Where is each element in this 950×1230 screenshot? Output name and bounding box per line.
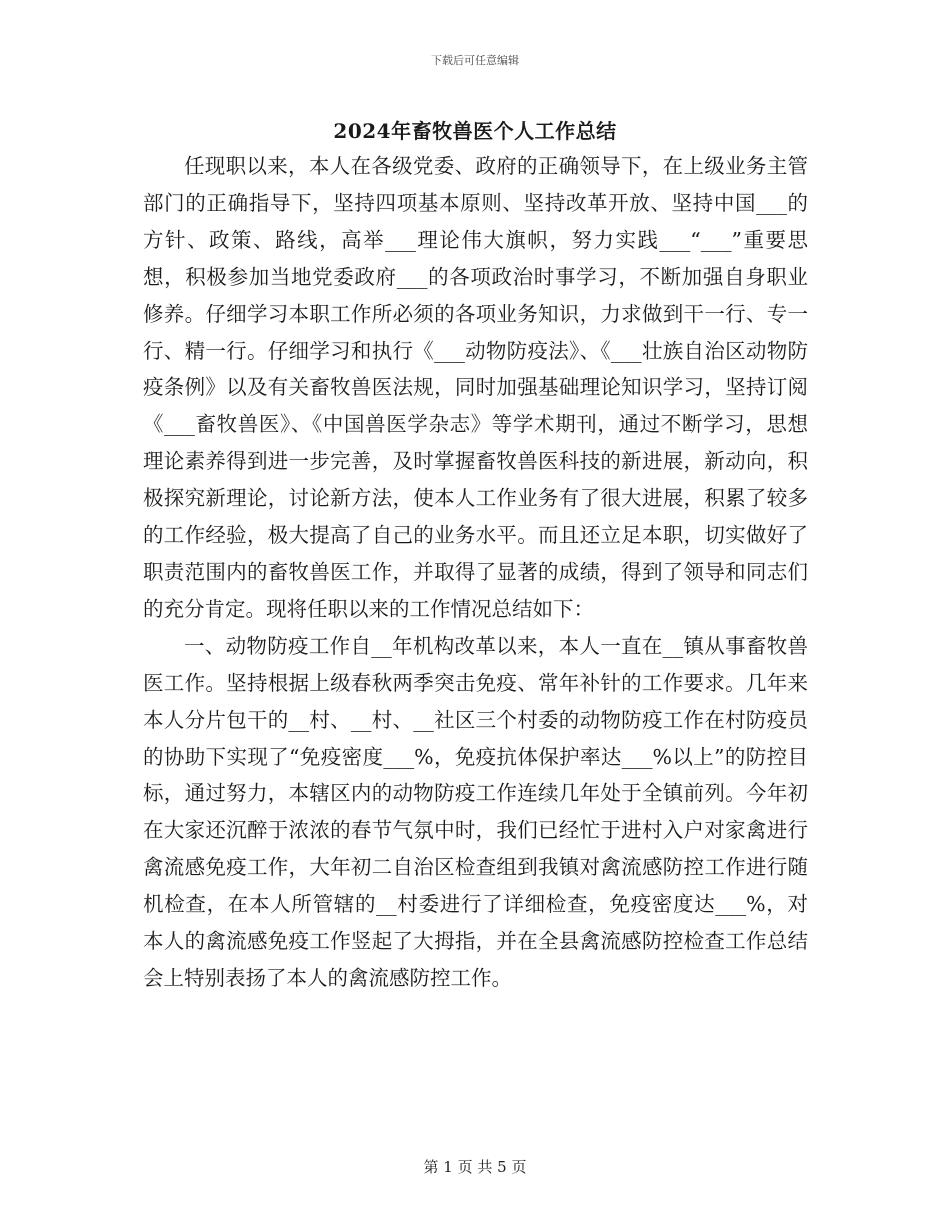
paragraph-intro: 任现职以来，本人在各级党委、政府的正确领导下，在上级业务主管部门的正确指导下，坚持四项基本原则、坚持改革开放、坚持中国___的方针、政策、路线，高举___理论伟大旗帜，努力实践___“___”重要思想，积极参加当地党委政府___的各项政治时事学习，不断加强自身职业修养。仔细学习本职工作所必须的各项业务知识，力求做到干一行、专一行、精一行。仔细学习和执行《___动物防疫法》、《___壮族自治区动物防疫条例》以及有关畜牧兽医法规，同时加强基础理论知识学习，坚持订阅《___畜牧兽医》、《中国兽医学杂志》等学术期刊，通过不断学习，思想理论素养得到进一步完善，及时掌握畜牧兽医科技的新进展，新动向，积极探究新理论，讨论新方法，使本人工作业务有了很大进展，积累了较多的工作经验，极大提高了自己的业务水平。而且还立足本职，切实做好了职责范围内的畜牧兽医工作，并取得了显著的成绩，得到了领导和同志们的充分肯定。现将任职以来的工作情况总结如下：: [143, 154, 808, 621]
page-header-note: 下载后可任意编辑: [431, 54, 519, 67]
document-body: [143, 148, 808, 997]
page-number: 第 1 页 共 5 页: [423, 1158, 527, 1176]
document-title: 2024年畜牧兽医个人工作总结: [333, 119, 617, 143]
paragraph-section-1: 一、动物防疫工作自__年机构改革以来，本人一直在__镇从事畜牧兽医工作。坚持根据上级春秋两季突击免疫、常年补针的工作要求。几年来本人分片包干的__村、__村、__社区三个村委的动物防疫工作在村防疫员的协助下实现了“免疫密度___%，免疫抗体保护率达___%以上”的防控目标，通过努力，本辖区内的动物防疫工作连续几年处于全镇前列。今年初在大家还沉醉于浓浓的春节气氛中时，我们已经忙于进村入户对家禽进行禽流感免疫工作，大年初二自治区检查组到我镇对禽流感防控工作进行随机检查，在本人所管辖的__村委进行了详细检查，免疫密度达___%，对本人的禽流感免疫工作竖起了大拇指，并在全县禽流感防控检查工作总结会上特别表扬了本人的禽流感防控工作。: [143, 633, 808, 990]
